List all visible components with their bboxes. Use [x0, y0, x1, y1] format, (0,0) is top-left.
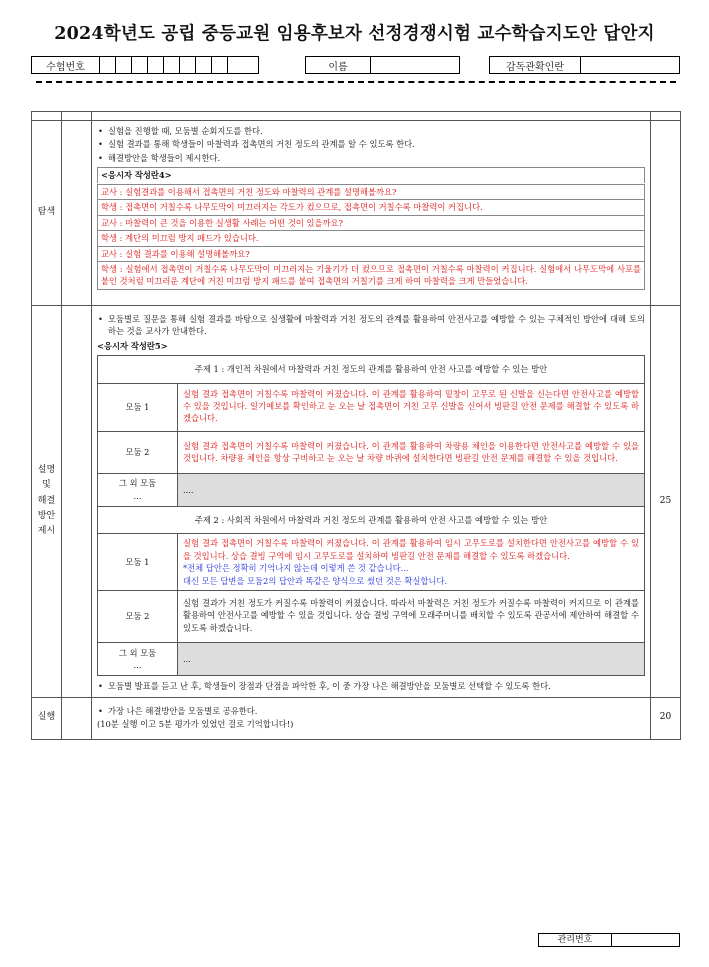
top-spacer-row	[32, 112, 681, 121]
explain-row	[32, 305, 681, 697]
practice-content	[92, 697, 651, 739]
explore-bullet-3: • 해결방안을 학생들이 제시한다.	[97, 152, 645, 164]
exam-number-box	[31, 56, 259, 74]
name-label: 이름	[306, 57, 371, 73]
dialogue-line-3: 교사 : 마찰력이 큰 것을 이용한 실생활 사례는 어떤 것이 있을까요?	[97, 215, 645, 230]
practice-note: (10분 실행 이고 5분 평가가 있었던 걸로 기억합니다!)	[97, 719, 294, 730]
explore-bullet-2: • 실험 결과를 통해 학생들이 마찰력과 접촉면의 거친 정도의 관계를 알 수 있도록 한다.	[97, 138, 645, 150]
practice-empty-cell	[62, 697, 92, 739]
topic-2-other-groups-answer: ...	[178, 643, 645, 676]
topic-2-title: 주제 2 : 사회적 차원에서 마찰력과 거친 정도의 관계를 활용하여 안전 사고를 예방할 수 있는 방안	[98, 506, 645, 533]
explore-content	[92, 121, 651, 306]
topic-2-group-1-note-2: 대신 모든 답변을 모둠2의 답안과 똑같은 양식으로 썼던 것은 확실합니다.	[183, 575, 448, 586]
dialogue-line-6: 학생 : 실험에서 접촉면이 거칠수록 나무도막이 미끄러지는 기울기가 더 컸으므로 접촉면이 거칠수록 마찰력이 커집니다. 실험에서 나무도막에 사포를 붙인 것처럼 미끄러운 계단에 거친 미끄럼 방지 패드를 붙여 접촉면의 거칠기를 크게 하여 마찰력을 크게 만들었습니다.	[97, 261, 645, 290]
explore-row	[32, 121, 681, 306]
dialogue-line-1: 교사 : 실험결과를 이용해서 접촉면의 거친 정도와 마찰력의 관계를 설명해볼까요?	[97, 184, 645, 199]
proctor-label: 감독관확인란	[490, 57, 581, 73]
explain-content	[92, 305, 651, 697]
practice-score: 20	[651, 697, 681, 739]
topic-2-group-1-note-1: *전체 답안은 정확히 기억나지 않는데 이렇게 쓴 것 같습니다...	[183, 563, 409, 574]
practice-bullet: • 가장 나은 해결방안을 모둠별로 공유한다.	[97, 705, 645, 717]
topic-2-group-1-text: 실험 결과 접촉면이 거칠수록 마찰력이 커졌습니다. 이 관계를 활용하여 임시 고무도로를 설치한다면 안전사고를 예방할 수 있을 것입니다. 상습 결빙 구역에 임시 고무도로를 설치하여 빙판길 안전 문제를 해결할 수 있도록 하겠습니다.	[183, 538, 639, 561]
topic-1-group-2-answer: 실험 결과 접촉면이 거칠수록 마찰력이 커졌습니다. 이 관계를 활용하여 차량용 체인을 이용한다면 안전사고를 예방할 수 있을 것입니다. 차량용 체인을 항상 구비하고 눈 오는 날 차량 바퀴에 설치한다면 빙판길 안전 문제를 해결할 수 있을 것입니다.	[178, 431, 645, 473]
answer-section-5-title: <응시자 작성란5>	[97, 340, 168, 351]
exam-number-cells[interactable]	[100, 57, 244, 73]
admin-number-label: 관리번호	[539, 934, 612, 946]
practice-row	[32, 697, 681, 739]
topic-1-other-groups-label: 그 외 모둠 ...	[98, 473, 178, 506]
topic-2-group-2-answer: 실험 결과가 거친 정도가 커질수록 마찰력이 커졌습니다. 따라서 마찰력은 거친 정도가 커질수록 마찰력이 커지므로 이 관계를 활용하여 안전사고를 예방할 수 있을 것입니다. 상습 결빙 구역에 모래주머니를 배치할 수 있도록 관공서에 제안하여 해결할 수 있도록 하겠습니다.	[178, 590, 645, 642]
page-title: 2024학년도 공립 중등교원 임용후보자 선정경쟁시험 교수학습지도안 답안지	[54, 24, 655, 44]
explore-score	[651, 121, 681, 306]
name-box	[305, 56, 460, 74]
topic-1-group-2-label: 모둠 2	[98, 431, 178, 473]
lesson-plan-table	[31, 111, 681, 740]
explain-empty-cell	[62, 305, 92, 697]
answer-section-4-title: <응시자 작성란4>	[97, 167, 645, 182]
explain-intro: • 모둠별로 질문을 통해 실험 결과를 바탕으로 실생활에 마찰력과 거친 정도의 관계를 활용하여 안전사고를 예방할 수 있는 구체적인 방안에 대해 토의하는 것을 교사가 안내한다.	[97, 313, 645, 338]
explain-score: 25	[651, 305, 681, 697]
practice-stage: 실행	[32, 697, 62, 739]
dialogue-line-4: 학생 : 계단의 미끄럼 방지 패드가 있습니다.	[97, 230, 645, 245]
admin-number-box	[538, 933, 680, 947]
header-divider	[36, 81, 676, 83]
explore-empty-cell	[62, 121, 92, 306]
explain-stage: 설명 및 해결 방안 제시	[32, 305, 62, 697]
topic-1-group-1-label: 모둠 1	[98, 383, 178, 431]
explain-closing: • 모둠별 발표를 듣고 난 후, 학생들이 장점과 단점을 파악한 후, 이 중 가장 나은 해결방안을 모둠별로 선택할 수 있도록 한다.	[97, 680, 645, 692]
topic-2-group-2-label: 모둠 2	[98, 590, 178, 642]
topic-1-title: 주제 1 : 개인적 차원에서 마찰력과 거친 정도의 관계를 활용하여 안전 사고를 예방할 수 있는 방안	[98, 356, 645, 383]
dialogue-line-5: 교사 : 실험 결과를 이용해 설명해볼까요?	[97, 246, 645, 261]
name-field[interactable]	[371, 57, 459, 73]
admin-number-field[interactable]	[612, 934, 679, 946]
explore-stage: 탐색	[32, 121, 62, 306]
proctor-field[interactable]	[581, 57, 679, 73]
exam-number-label: 수험번호	[32, 57, 100, 73]
topic-1-other-groups-answer: ....	[178, 473, 645, 506]
explore-bullet-1: • 실험을 진행할 때, 모둠별 순회지도를 한다.	[97, 125, 645, 137]
topic-1-group-1-answer: 실험 결과 접촉면이 거칠수록 마찰력이 커졌습니다. 이 관계를 활용하여 밑창이 고무로 된 신발을 신는다면 안전사고를 예방할 수 있을 것입니다. 일기예보를 확인하고 눈 오는 날 접촉면이 거친 고무 신발을 신어서 빙판길 안전 문제를 해결할 수 있도록 하겠습니다.	[178, 383, 645, 431]
topic-2-group-1-answer	[178, 534, 645, 591]
proctor-box	[489, 56, 680, 74]
topic-2-other-groups-label: 그 외 모둠 ...	[98, 643, 178, 676]
dialogue-line-2: 학생 : 접촉면이 거칠수록 나무도막이 미끄러지는 각도가 컸으므로, 접촉면이 거칠수록 마찰력이 커집니다.	[97, 199, 645, 214]
topic-2-group-1-label: 모둠 1	[98, 534, 178, 591]
topic-table	[97, 355, 645, 676]
